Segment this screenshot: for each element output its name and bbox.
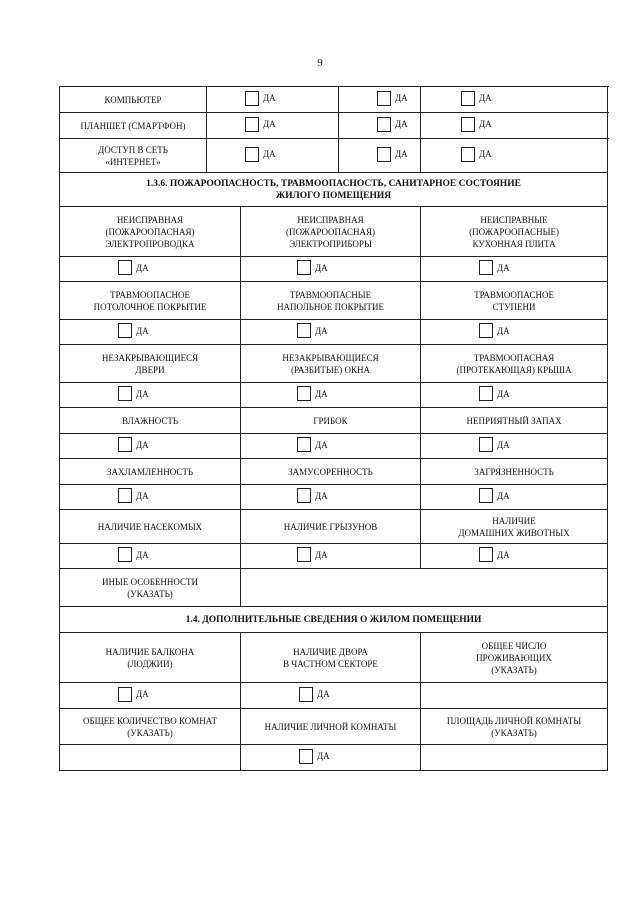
label-line: НЕИСПРАВНАЯ <box>116 214 184 225</box>
yes-checkbox[interactable] <box>118 260 149 275</box>
label-line: ЭЛЕКТРОПРИБОРЫ <box>289 238 372 249</box>
label-line: ИНЫЕ ОСОБЕННОСТИ <box>102 576 198 587</box>
label-line: (УКАЗАТЬ) <box>491 727 537 738</box>
yes-checkbox[interactable] <box>479 488 510 503</box>
info-label <box>241 633 421 683</box>
hazard-label <box>60 282 241 320</box>
label-line: ЖИЛОГО ПОМЕЩЕНИЯ <box>275 190 392 201</box>
label-line: (ПОЖАРООПАСНАЯ) <box>105 226 195 237</box>
checkbox-cell <box>421 320 608 345</box>
yes-checkbox[interactable] <box>461 117 492 132</box>
label-line: ЗАГРЯЗНЕННОСТЬ <box>474 466 554 477</box>
hazard-label-row <box>60 459 608 485</box>
yes-label: ДА <box>315 388 328 399</box>
hazard-label <box>421 459 608 485</box>
label-line: НЕЗАКРЫВАЮЩИЕСЯ <box>101 352 199 363</box>
label-line: НАПОЛЬНОЕ ПОКРЫТИЕ <box>277 301 384 312</box>
label-line: ДВЕРИ <box>135 364 165 375</box>
hazard-label <box>60 207 241 257</box>
yes-checkbox[interactable] <box>377 117 408 132</box>
checkbox-cell <box>421 383 608 408</box>
checkbox-box[interactable] <box>118 260 132 275</box>
checkbox-cell <box>241 544 421 569</box>
label-line: ДОМАШНИХ ЖИВОТНЫХ <box>458 527 570 538</box>
label-line: «ИНТЕРНЕТ» <box>105 156 161 167</box>
yes-label: ДА <box>136 388 149 399</box>
hazard-label <box>421 408 608 434</box>
yes-label: ДА <box>497 325 510 336</box>
label-line: В ЧАСТНОМ СЕКТОРЕ <box>283 658 378 669</box>
label-line: НАЛИЧИЕ ЛИЧНОЙ КОМНАТЫ <box>264 721 397 732</box>
checkbox-cell <box>421 139 608 173</box>
device-row <box>60 113 608 139</box>
label-line: ЭЛЕКТРОПРОВОДКА <box>105 238 195 249</box>
yes-checkbox[interactable] <box>297 488 328 503</box>
label-line: НЕИСПРАВНЫЕ <box>480 214 548 225</box>
yes-label: ДА <box>263 149 276 159</box>
yes-label: ДА <box>497 490 510 501</box>
label-line: ОБЩЕЕ ЧИСЛО <box>481 640 547 651</box>
hazard-label <box>60 345 241 383</box>
checkbox-box[interactable] <box>245 91 259 106</box>
hazard-checkbox-row <box>60 434 608 459</box>
section-1-3-6-title <box>60 173 608 207</box>
label-line: КУХОННАЯ ПЛИТА <box>472 238 556 249</box>
checkbox-box[interactable] <box>299 687 313 702</box>
hazard-label <box>60 408 241 434</box>
hazard-label <box>421 345 608 383</box>
label-line: (УКАЗАТЬ) <box>127 588 173 599</box>
checkbox-cell <box>207 113 339 139</box>
hazard-checkbox-row <box>60 257 608 282</box>
yes-label: ДА <box>497 388 510 399</box>
yes-checkbox[interactable] <box>118 687 149 702</box>
yes-checkbox[interactable] <box>118 386 149 401</box>
yes-checkbox[interactable] <box>297 260 328 275</box>
device-label <box>60 139 207 173</box>
yes-label: ДА <box>395 149 408 159</box>
checkbox-cell <box>339 139 421 173</box>
checkbox-cell <box>60 383 241 408</box>
yes-checkbox[interactable] <box>297 323 328 338</box>
label-line: НАЛИЧИЕ БАЛКОНА <box>105 646 195 657</box>
yes-label: ДА <box>315 439 328 450</box>
checkbox-box[interactable] <box>479 323 493 338</box>
yes-label: ДА <box>136 490 149 501</box>
checkbox-cell <box>339 87 421 113</box>
checkbox-cell <box>241 434 421 459</box>
checkbox-box[interactable] <box>479 488 493 503</box>
label-line: ТРАВМООПАСНОЕ <box>110 289 190 300</box>
info-label-row <box>60 633 608 683</box>
yes-checkbox[interactable] <box>479 323 510 338</box>
yes-label: ДА <box>497 262 510 273</box>
yes-label: ДА <box>315 325 328 336</box>
other-features-label <box>60 569 241 607</box>
yes-label: ДА <box>136 689 149 699</box>
yes-checkbox[interactable] <box>377 91 408 106</box>
checkbox-cell <box>241 485 421 510</box>
label-line: (УКАЗАТЬ) <box>127 727 173 738</box>
label-line: (ПОЖАРООПАСНАЯ) <box>286 226 376 237</box>
hazard-checkbox-row <box>60 544 608 569</box>
device-row <box>60 139 608 173</box>
yes-checkbox[interactable] <box>118 547 149 562</box>
yes-label: ДА <box>263 119 276 129</box>
label-line: (ПРОТЕКАЮЩАЯ) КРЫША <box>456 364 572 375</box>
yes-label: ДА <box>497 439 510 450</box>
label-line: (ЛОДЖИИ) <box>127 658 173 669</box>
other-features-row <box>60 569 608 607</box>
label-line: НАЛИЧИЕ НАСЕКОМЫХ <box>97 521 203 532</box>
checkbox-cell <box>241 257 421 282</box>
checkbox-cell <box>241 320 421 345</box>
checkbox-box[interactable] <box>377 91 391 106</box>
label-line: ВЛАЖНОСТЬ <box>121 415 179 426</box>
info-label <box>60 633 241 683</box>
hazard-label-row <box>60 207 608 257</box>
label-line: ГРИБОК <box>313 415 348 426</box>
survey-form-table <box>59 86 608 771</box>
checkbox-box[interactable] <box>299 749 313 764</box>
checkbox-box[interactable] <box>479 260 493 275</box>
hazard-checkbox-row <box>60 383 608 408</box>
yes-checkbox[interactable] <box>297 547 328 562</box>
label-line: СТУПЕНИ <box>492 301 536 312</box>
label-line: ДОСТУП В СЕТЬ <box>98 144 168 155</box>
yes-checkbox[interactable] <box>479 437 510 452</box>
info-checkbox-row <box>60 745 608 771</box>
yes-checkbox[interactable] <box>479 547 510 562</box>
checkbox-box[interactable] <box>461 147 475 162</box>
checkbox-box[interactable] <box>479 547 493 562</box>
checkbox-cell <box>421 544 608 569</box>
room-count-value[interactable] <box>60 745 241 771</box>
yes-label: ДА <box>136 262 149 273</box>
checkbox-cell <box>207 87 339 113</box>
checkbox-cell <box>241 383 421 408</box>
hazard-label-row <box>60 345 608 383</box>
checkbox-box[interactable] <box>118 323 132 338</box>
checkbox-box[interactable] <box>297 260 311 275</box>
checkbox-cell <box>60 485 241 510</box>
hazard-label-row <box>60 282 608 320</box>
yes-checkbox[interactable] <box>245 91 276 106</box>
label-line: (РАЗБИТЫЕ) ОКНА <box>291 364 370 375</box>
label-line: НЕЗАКРЫВАЮЩИЕСЯ <box>282 352 379 363</box>
label-line: ПОТОЛОЧНОЕ ПОКРЫТИЕ <box>93 301 207 312</box>
yes-checkbox[interactable] <box>297 437 328 452</box>
hazard-checkbox-row <box>60 485 608 510</box>
checkbox-box[interactable] <box>118 386 132 401</box>
label-line: НАЛИЧИЕ ГРЫЗУНОВ <box>283 521 378 532</box>
hazard-label <box>241 282 421 320</box>
label-line: НЕИСПРАВНАЯ <box>297 214 364 225</box>
checkbox-cell <box>421 257 608 282</box>
label-line: ПЛОЩАДЬ ЛИЧНОЙ КОМНАТЫ <box>446 715 582 726</box>
hazard-label <box>241 207 421 257</box>
checkbox-box[interactable] <box>297 547 311 562</box>
yes-checkbox[interactable] <box>118 323 149 338</box>
label-line: ТРАВМООПАСНАЯ <box>473 352 555 363</box>
checkbox-cell <box>60 320 241 345</box>
checkbox-box[interactable] <box>118 687 132 702</box>
yes-label: ДА <box>315 490 328 501</box>
device-row <box>60 87 608 113</box>
checkbox-cell <box>421 113 608 139</box>
info-label <box>421 709 608 745</box>
section-header-row <box>60 607 608 633</box>
checkbox-box[interactable] <box>118 437 132 452</box>
hazard-label-row <box>60 510 608 544</box>
yes-label: ДА <box>317 751 330 761</box>
yes-label: ДА <box>395 93 408 103</box>
info-label-row <box>60 709 608 745</box>
yes-checkbox[interactable] <box>461 147 492 162</box>
info-label <box>60 709 241 745</box>
personal-room-area-value[interactable] <box>421 745 608 771</box>
label-line: ТРАВМООПАСНОЕ <box>474 289 554 300</box>
checkbox-box[interactable] <box>461 91 475 106</box>
checkbox-cell <box>421 485 608 510</box>
checkbox-box[interactable] <box>118 488 132 503</box>
device-label: КОМПЬЮТЕР <box>60 87 207 113</box>
checkbox-box[interactable] <box>479 437 493 452</box>
hazard-label <box>241 510 421 544</box>
device-label: ПЛАНШЕТ (СМАРТФОН) <box>60 113 207 139</box>
yes-checkbox[interactable] <box>299 687 330 702</box>
hazard-label <box>60 510 241 544</box>
hazard-label <box>421 510 608 544</box>
checkbox-box[interactable] <box>377 147 391 162</box>
checkbox-box[interactable] <box>479 386 493 401</box>
yes-label: ДА <box>263 93 276 103</box>
label-line: НЕПРИЯТНЫЙ ЗАПАХ <box>466 415 562 426</box>
yes-checkbox[interactable] <box>377 147 408 162</box>
yes-label: ДА <box>317 689 330 699</box>
label-line: НАЛИЧИЕ ДВОРА <box>293 646 368 657</box>
yes-checkbox[interactable] <box>479 386 510 401</box>
label-line: 1.3.6. ПОЖАРООПАСНОСТЬ, ТРАВМООПАСНОСТЬ, САНИТАРНОЕ СОСТОЯНИЕ <box>146 178 521 189</box>
yes-label: ДА <box>136 325 149 336</box>
checkbox-box[interactable] <box>297 437 311 452</box>
info-checkbox-row <box>60 683 608 709</box>
checkbox-box[interactable] <box>461 117 475 132</box>
yes-label: ДА <box>497 549 510 560</box>
hazard-checkbox-row <box>60 320 608 345</box>
checkbox-cell <box>241 745 421 771</box>
checkbox-cell <box>207 139 339 173</box>
checkbox-box[interactable] <box>297 323 311 338</box>
page-number: 9 <box>317 57 323 69</box>
label-line: ЗАХЛАМЛЕННОСТЬ <box>107 466 193 477</box>
yes-checkbox[interactable] <box>245 117 276 132</box>
yes-label: ДА <box>136 439 149 450</box>
resident-count-value[interactable] <box>421 683 608 709</box>
checkbox-cell <box>60 544 241 569</box>
checkbox-box[interactable] <box>297 488 311 503</box>
checkbox-cell <box>60 434 241 459</box>
yes-checkbox[interactable] <box>461 91 492 106</box>
checkbox-cell <box>421 87 608 113</box>
section-1-4-title: 1.4. ДОПОЛНИТЕЛЬНЫЕ СВЕДЕНИЯ О ЖИЛОМ ПОМЕЩЕНИИ <box>60 607 608 633</box>
label-line: (УКАЗАТЬ) <box>491 664 537 675</box>
yes-label: ДА <box>479 119 492 129</box>
info-label <box>241 709 421 745</box>
hazard-label <box>421 282 608 320</box>
info-label <box>421 633 608 683</box>
yes-label: ДА <box>315 549 328 560</box>
yes-checkbox[interactable] <box>479 260 510 275</box>
yes-checkbox[interactable] <box>118 437 149 452</box>
section-header-row <box>60 173 608 207</box>
checkbox-box[interactable] <box>297 386 311 401</box>
checkbox-cell <box>60 683 241 709</box>
hazard-label <box>241 345 421 383</box>
hazard-label <box>241 459 421 485</box>
yes-label: ДА <box>395 119 408 129</box>
label-line: ЗАМУСОРЕННОСТЬ <box>288 466 373 477</box>
yes-checkbox[interactable] <box>299 749 330 764</box>
label-line: НАЛИЧИЕ <box>492 515 536 526</box>
yes-label: ДА <box>479 149 492 159</box>
checkbox-cell <box>339 113 421 139</box>
checkbox-cell <box>241 683 421 709</box>
label-line: ОБЩЕЕ КОЛИЧЕСТВО КОМНАТ <box>82 715 217 726</box>
hazard-label <box>60 459 241 485</box>
yes-checkbox[interactable] <box>297 386 328 401</box>
yes-label: ДА <box>479 93 492 103</box>
checkbox-cell <box>60 257 241 282</box>
label-line: ПРОЖИВАЮЩИХ <box>476 652 552 663</box>
checkbox-cell <box>421 434 608 459</box>
yes-label: ДА <box>315 262 328 273</box>
checkbox-box[interactable] <box>377 117 391 132</box>
yes-checkbox[interactable] <box>245 147 276 162</box>
checkbox-box[interactable] <box>245 147 259 162</box>
label-line: ТРАВМООПАСНЫЕ <box>289 289 372 300</box>
yes-checkbox[interactable] <box>118 488 149 503</box>
hazard-label <box>241 408 421 434</box>
checkbox-box[interactable] <box>245 117 259 132</box>
label-line: (ПОЖАРООПАСНЫЕ) <box>469 226 559 237</box>
hazard-label-row <box>60 408 608 434</box>
hazard-label <box>421 207 608 257</box>
yes-label: ДА <box>136 549 149 560</box>
checkbox-box[interactable] <box>118 547 132 562</box>
other-features-value[interactable] <box>241 569 608 607</box>
